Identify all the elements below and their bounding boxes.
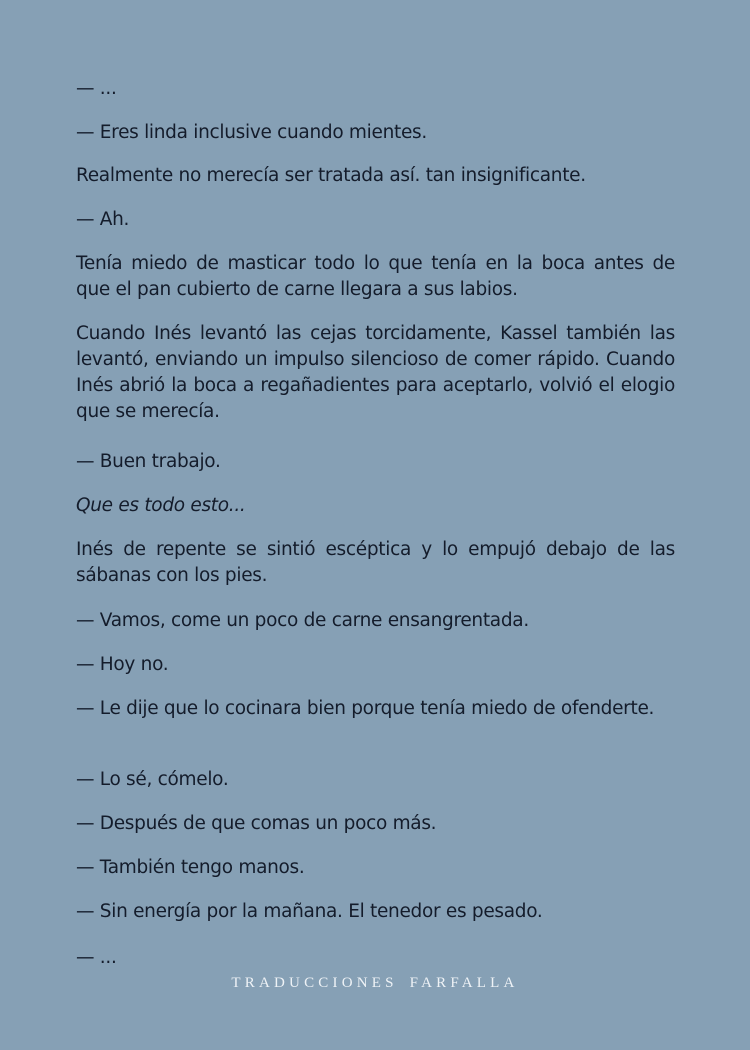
paragraph-dialogue: — Lo sé, cómelo. [76,769,229,790]
footer-word-1: TRADUCCIONES [231,975,398,991]
paragraph-dialogue: — Hoy no. [76,654,169,675]
paragraph-dialogue: — Ah. [76,209,130,230]
paragraph-dialogue: — Le dije que lo cocinara bien porque tenía miedo de ofenderte. [76,698,655,719]
paragraph-narration: Inés de repente se sintió escéptica y lo empujó debajo de las sábanas con los pies. [76,539,675,586]
paragraph-dialogue: — Eres linda inclusive cuando mientes. [76,122,427,143]
paragraph-thought: Que es todo esto... [76,495,246,516]
paragraph-dialogue: — Vamos, come un poco de carne ensangrentada. [76,610,529,631]
paragraph-dialogue-ellipsis-end: — ... [76,947,117,968]
paragraph-dialogue: — También tengo manos. [76,857,305,878]
footer-word-2: FARFALLA [409,975,519,991]
paragraph-dialogue: — Después de que comas un poco más. [76,813,437,834]
paragraph-dialogue-ellipsis-start: — ... [76,78,117,99]
paragraph-narration: Realmente no merecía ser tratada así. tan insignificante. [76,165,586,186]
paragraph-dialogue: — Sin energía por la mañana. El tenedor es pesado. [76,901,543,922]
footer-credit [0,975,750,992]
paragraph-dialogue: — Buen trabajo. [76,451,221,472]
paragraph-narration: Cuando Inés levantó las cejas torcidamente, Kassel también las levantó, enviando un impulso silencioso de comer rápido. Cuando Inés abrió la boca a regañadientes para aceptarlo, volvió el elogio que se merecía. [76,323,675,422]
paragraph-narration: Tenía miedo de masticar todo lo que tenía en la boca antes de que el pan cubierto de carne llegara a sus labios. [76,253,675,300]
